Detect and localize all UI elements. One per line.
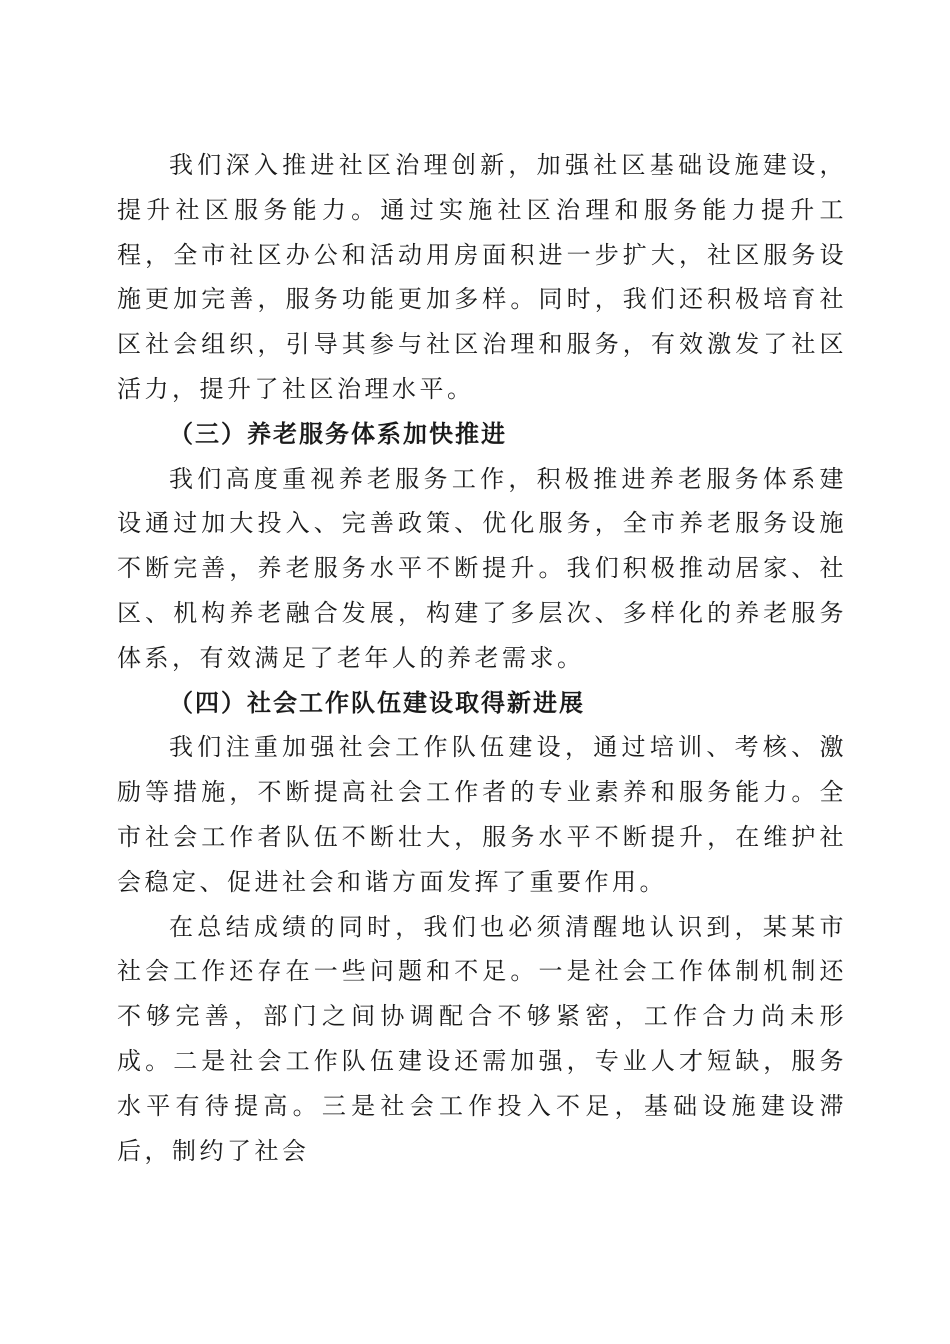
paragraph-problems: 在总结成绩的同时，我们也必须清醒地认识到，某某市社会工作还存在一些问题和不足。一是社会工作体制机制还不够完善，部门之间协调配合不够紧密，工作合力尚未形成。二是社会工作队伍建设还需加强，专业人才短缺，服务水平有待提高。三是社会工作投入不足，基础设施建设滞后，制约了社会: [117, 912, 847, 1165]
section-heading-social-work-team: （四）社会工作队伍建设取得新进展: [169, 687, 585, 717]
document-page: [117, 143, 847, 1173]
paragraph-community-governance: 我们深入推进社区治理创新，加强社区基础设施建设，提升社区服务能力。通过实施社区治理和服务能力提升工程，全市社区办公和活动用房面积进一步扩大，社区服务设施更加完善，服务功能更加多样。同时，我们还积极培育社区社会组织，引导其参与社区治理和服务，有效激发了社区活力，提升了社区治理水平。: [117, 151, 847, 403]
paragraph-elderly-care: 我们高度重视养老服务工作，积极推进养老服务体系建设通过加大投入、完善政策、优化服务，全市养老服务设施不断完善，养老服务水平不断提升。我们积极推动居家、社区、机构养老融合发展，构建了多层次、多样化的养老服务体系，有效满足了老年人的养老需求。: [117, 464, 847, 672]
paragraph-social-work-team: 我们注重加强社会工作队伍建设，通过培训、考核、激励等措施，不断提高社会工作者的专业素养和服务能力。全市社会工作者队伍不断壮大，服务水平不断提升，在维护社会稳定、促进社会和谐方面发挥了重要作用。: [117, 733, 847, 896]
section-heading-elderly-care: （三）养老服务体系加快推进: [169, 418, 507, 448]
